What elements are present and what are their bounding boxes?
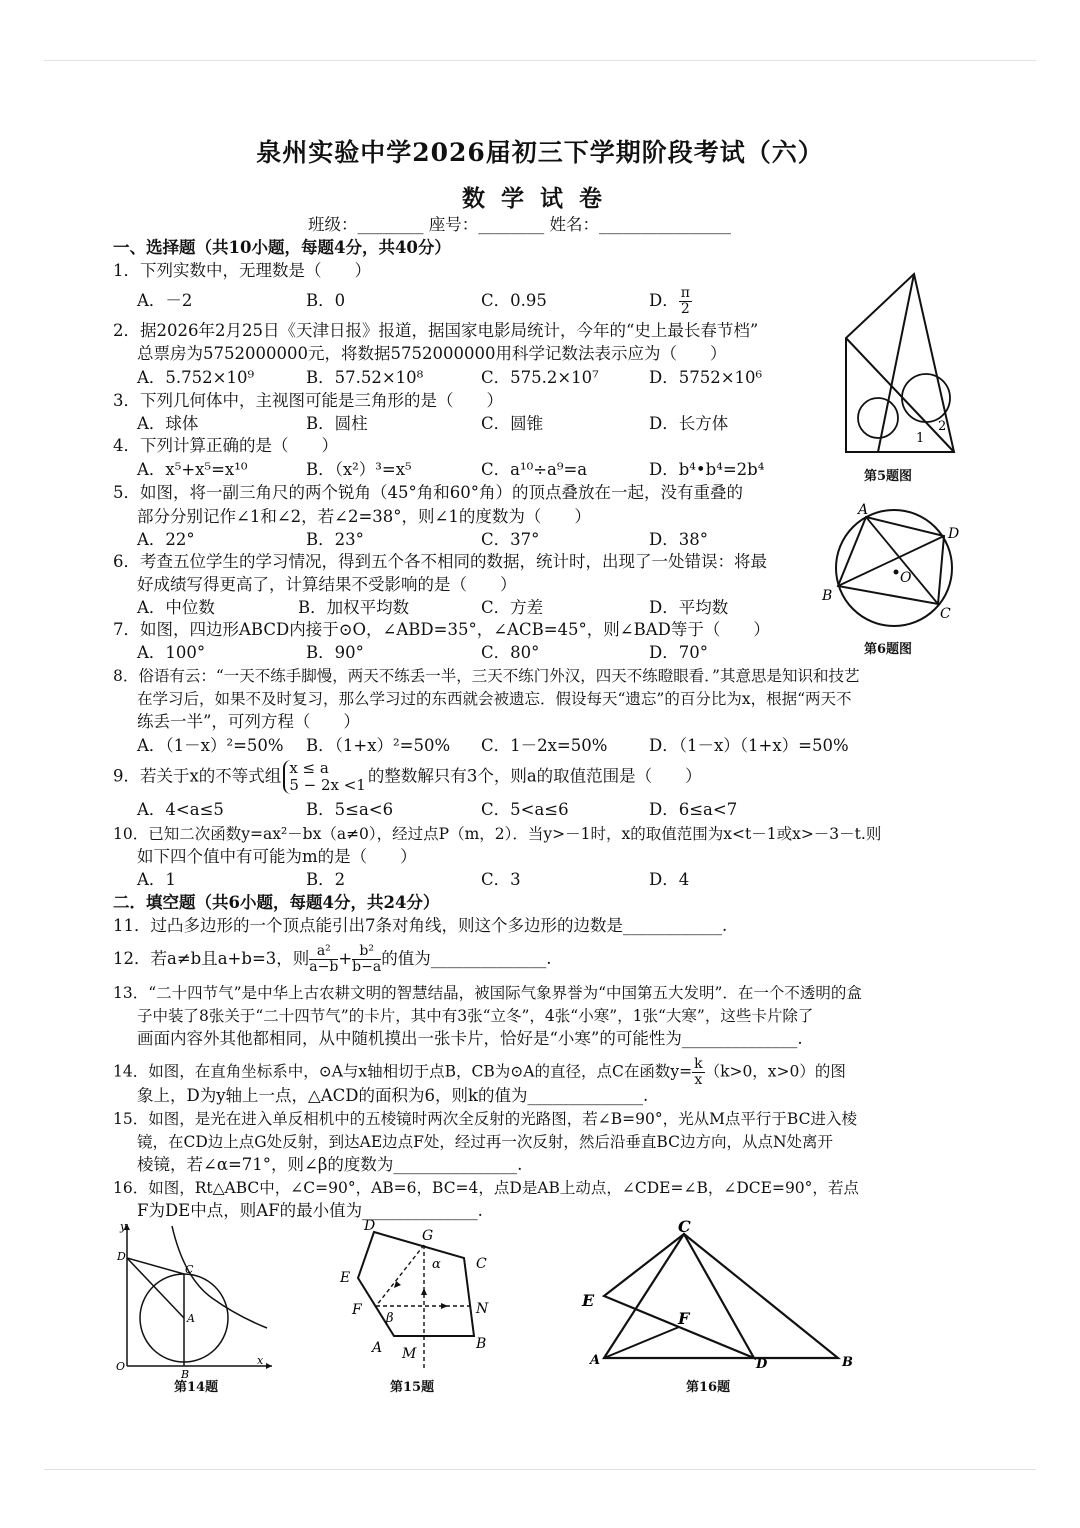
figure-16-triangles xyxy=(578,1218,860,1373)
q1-option-a: A．－2 xyxy=(137,291,193,310)
q9-option-d: D．6≤a<7 xyxy=(649,800,738,819)
figure-14-coordinate xyxy=(112,1218,277,1381)
q12-fraction-2 xyxy=(352,944,381,975)
q12-fraction-1 xyxy=(309,944,338,975)
section-fill-heading: 二．填空题（共6小题，每题4分，共24分） xyxy=(113,893,440,912)
fig14-caption: 第14题 xyxy=(174,1380,219,1395)
fig5-circle-small xyxy=(858,398,898,438)
q5-option-b: B．23° xyxy=(306,530,364,549)
q1-option-d-fraction xyxy=(679,286,692,317)
fig6-label-b: B xyxy=(822,588,833,604)
q13-stem-line1: 13．“二十四节气”是中华上古农耕文明的智慧结晶，被国际气象界誉为“中国第五大发明”．在一个不透明的盒 xyxy=(113,984,862,1002)
q9-option-b: B．5≤a<6 xyxy=(306,800,394,819)
fig16-triangle-cde xyxy=(604,1234,754,1358)
fig14-label-d: D xyxy=(117,1250,126,1263)
fig15-label-m: M xyxy=(402,1346,417,1362)
q8-option-d: D．（1－x）（1+x）=50% xyxy=(649,736,849,755)
q2-option-b: B．57.52×10⁸ xyxy=(306,368,424,387)
q12-f2-den: b−a xyxy=(352,959,382,975)
fig16-caption: 第16题 xyxy=(686,1380,731,1395)
q15-stem-line2: 镜，在CD边上点G处反射，到达AE边点F处，经过再一次反射，然后沿垂直BC边方向，从点N处离开 xyxy=(137,1133,834,1151)
q9-option-a: A．4<a≤5 xyxy=(137,800,224,819)
q5-option-a: A．22° xyxy=(137,530,195,549)
q1-d-num: π xyxy=(680,285,690,301)
fig6-label-d: D xyxy=(948,526,960,542)
fig16-label-b: B xyxy=(842,1355,853,1370)
fig15-label-a: A xyxy=(372,1340,383,1356)
figure-15-pentaprism xyxy=(336,1218,498,1373)
q10-stem-line2: 如下四个值中有可能为m的是（ ） xyxy=(137,847,417,866)
q8-stem-line2: 在学习后，如果不及时复习，那么学习过的东西就会被遗忘．假设每天“遗忘”的百分比为x，根据“两天不 xyxy=(137,690,852,708)
q6-stem-line2: 好成绩写得更高了，计算结果不受影响的是（ ） xyxy=(137,575,517,594)
q14-pre: 14．如图，在直角坐标系中，⊙A与x轴相切于点B，CB为⊙A的直径，点C在函数y= xyxy=(113,1062,693,1081)
q4-option-a: A．x⁵+x⁵=x¹⁰ xyxy=(137,460,248,479)
fig6-label-c: C xyxy=(940,606,951,622)
q4-option-b: B．（x²）³=x⁵ xyxy=(306,460,412,479)
fig16-label-f: F xyxy=(678,1309,690,1328)
q11-stem: 11．过凸多边形的一个顶点能引出7条对角线，则这个多边形的边数是____________. xyxy=(113,916,728,935)
q6-stem-line1: 6．考查五位学生的学习情况，得到五个各不相同的数据，统计时，出现了一处错误：将最 xyxy=(113,552,767,571)
fig16-triangle-abc xyxy=(604,1234,838,1358)
fig15-label-alpha: α xyxy=(432,1257,441,1272)
q15-stem-line3: 棱镜，若∠α=71°，则∠β的度数为_______________. xyxy=(137,1155,523,1174)
fig15-reflected-ray-1 xyxy=(376,1245,424,1306)
q1-option-b: B．0 xyxy=(306,291,346,310)
page-subtitle: 数学试卷 xyxy=(462,185,618,212)
fig15-label-g: G xyxy=(422,1228,434,1244)
q7-stem: 7．如图，四边形ABCD内接于⊙O，∠ABD=35°，∠ACB=45°，则∠BAD等于（ ） xyxy=(113,620,770,639)
fig6-label-o: O xyxy=(900,570,912,586)
fig14-label-o: O xyxy=(116,1360,126,1373)
q10-option-b: B．2 xyxy=(306,870,346,889)
q3-stem: 3．下列几何体中，主视图可能是三角形的是（ ） xyxy=(113,391,503,410)
fig14-label-x: x xyxy=(257,1354,264,1367)
q7-option-b: B．90° xyxy=(306,643,364,662)
q16-stem-line2: F为DE中点，则AF的最小值为______________. xyxy=(137,1201,483,1220)
student-info-line: 班级：________ 座号：________ 姓名：________________ xyxy=(308,215,731,234)
q15-stem-line1: 15．如图，是光在进入单反相机中的五棱镜时两次全反射的光路图，若∠B=90°，光从M点平行于BC进入棱 xyxy=(113,1110,857,1128)
q9-ineq1: x ≤ a xyxy=(289,759,329,777)
fig15-label-f: F xyxy=(352,1302,362,1318)
q4-option-d: D．b⁴•b⁴=2b⁴ xyxy=(649,460,765,479)
fig15-arrow-diagonal xyxy=(394,1281,401,1288)
fig14-label-y: y xyxy=(120,1220,127,1233)
q8-option-c: C．1－2x=50% xyxy=(481,736,608,755)
q7-option-c: C．80° xyxy=(481,643,540,662)
fig16-label-e: E xyxy=(582,1291,595,1310)
fig5-caption: 第5题图 xyxy=(864,469,913,484)
q7-option-a: A．100° xyxy=(137,643,206,662)
q9-stem-post: 的整数解只有3个，则a的取值范围是（ ） xyxy=(367,766,702,786)
q12-f1-den: a−b xyxy=(309,959,339,975)
q1-stem: 1．下列实数中，无理数是（ ） xyxy=(113,261,371,280)
figure-5-triangles xyxy=(838,270,968,460)
fig15-pentagon xyxy=(358,1232,474,1336)
fig16-label-d: D xyxy=(756,1357,768,1372)
fig6-caption: 第6题图 xyxy=(864,642,913,657)
q9-inequality-system xyxy=(283,760,366,794)
fig15-label-beta: β xyxy=(386,1311,394,1326)
fig6-circle xyxy=(836,510,952,626)
fig14-x-arrow xyxy=(266,1363,272,1369)
q8-stem-line3: 练丢一半”，可列方程（ ） xyxy=(137,712,360,731)
fig6-center-dot xyxy=(894,570,899,575)
fig14-segment-da xyxy=(127,1258,184,1318)
fig5-label-1: 1 xyxy=(916,431,925,446)
fig15-label-d: D xyxy=(364,1218,376,1234)
q14-post: （k>0，x>0）的图 xyxy=(704,1062,846,1081)
q6-option-c: C．方差 xyxy=(481,598,544,617)
page-title: 泉州实验中学2026届初三下学期阶段考试（六） xyxy=(256,138,824,167)
fig15-caption: 第15题 xyxy=(390,1380,435,1395)
fig16-label-a: A xyxy=(590,1353,601,1368)
fig16-label-c: C xyxy=(678,1217,691,1236)
q6-option-a: A．中位数 xyxy=(137,598,215,617)
q9-stem-pre: 9．若关于x的不等式组 xyxy=(113,766,282,786)
fig15-label-e: E xyxy=(340,1270,351,1286)
q8-option-b: B．（1+x）²=50% xyxy=(306,736,451,755)
q6-option-b: B．加权平均数 xyxy=(298,598,410,617)
q5-option-c: C．37° xyxy=(481,530,540,549)
q14-stem-line1 xyxy=(113,1057,846,1088)
q4-option-c: C．a¹⁰÷a⁹=a xyxy=(481,460,588,479)
q16-stem-line1: 16．如图，Rt△ABC中，∠C=90°，AB=6，BC=4，点D是AB上动点，∠CDE=∠B，∠DCE=90°，若点 xyxy=(113,1179,859,1197)
fig15-label-c: C xyxy=(476,1256,487,1272)
q2-option-a: A．5.752×10⁹ xyxy=(137,368,255,387)
fig6-label-a: A xyxy=(858,502,869,518)
q3-option-a: A．球体 xyxy=(137,414,199,433)
q1-d-den: 2 xyxy=(680,301,690,317)
q5-option-d: D．38° xyxy=(649,530,708,549)
q9-option-c: C．5<a≤6 xyxy=(481,800,569,819)
section-choice-heading: 一、选择题（共10小题，每题4分，共40分） xyxy=(113,238,451,257)
q10-option-d: D．4 xyxy=(649,870,690,889)
q2-option-d: D．5752×10⁶ xyxy=(649,368,763,387)
q14-stem-line2: 象上，D为y轴上一点，△ACD的面积为6，则k的值为______________. xyxy=(137,1086,649,1105)
q9-ineq2: 5 − 2x <1 xyxy=(289,776,366,794)
q7-option-d: D．70° xyxy=(649,643,708,662)
q3-option-d: D．长方体 xyxy=(649,414,729,433)
fig14-label-c: C xyxy=(185,1263,194,1276)
fig15-label-b: B xyxy=(476,1336,487,1352)
fig15-label-n: N xyxy=(476,1301,489,1317)
q14-f-den: x xyxy=(694,1072,703,1088)
fig14-label-b: B xyxy=(181,1368,190,1381)
q14-f-num: k xyxy=(694,1056,703,1072)
q8-stem-line1: 8．俗语有云：“一天不练手脚慢，两天不练丢一半，三天不练门外汉，四天不练瞪眼看．”其意思是知识和技艺 xyxy=(113,667,860,685)
q10-option-a: A．1 xyxy=(137,870,176,889)
q4-stem: 4．下列计算正确的是（ ） xyxy=(113,436,338,455)
fig6-diagonal-bd xyxy=(838,536,944,586)
fig14-label-a: A xyxy=(187,1312,195,1325)
q12-post: 的值为______________. xyxy=(381,949,552,968)
figure-6-circle xyxy=(820,500,970,632)
q12-stem xyxy=(113,944,551,975)
q12-plus: + xyxy=(338,949,353,968)
q12-f1-num: a² xyxy=(309,944,338,960)
q10-option-c: C．3 xyxy=(481,870,521,889)
q2-stem-line1: 2．据2026年2月25日《天津日报》报道，据国家电影局统计，今年的“史上最长春节档” xyxy=(113,321,759,340)
q2-stem-line2: 总票房为5752000000元，将数据5752000000用科学记数法表示应为（ ） xyxy=(137,344,727,363)
q5-stem-line2: 部分分别记作∠1和∠2，若∠2=38°，则∠1的度数为（ ） xyxy=(137,507,591,526)
q1-option-d-prefix: D． xyxy=(649,291,679,310)
q9-stem xyxy=(113,760,702,794)
fig6-diagonal-ac xyxy=(866,517,938,604)
q3-option-b: B．圆柱 xyxy=(306,414,368,433)
q2-option-c: C．575.2×10⁷ xyxy=(481,368,599,387)
q5-stem-line1: 5．如图，将一副三角尺的两个锐角（45°角和60°角）的顶点叠放在一起，没有重叠的 xyxy=(113,483,743,502)
q13-stem-line3: 画面内容外其他都相同，从中随机摸出一张卡片，恰好是“小寒”的可能性为______________. xyxy=(137,1029,803,1048)
q6-option-d: D．平均数 xyxy=(649,598,729,617)
fig5-label-2: 2 xyxy=(938,419,947,434)
fig15-arrow-right xyxy=(441,1303,448,1309)
q14-fraction xyxy=(692,1057,704,1088)
q1-option-d xyxy=(649,286,692,317)
q1-option-c: C．0.95 xyxy=(481,291,547,310)
q8-option-a: A．（1－x）²=50% xyxy=(137,736,284,755)
q12-pre: 12．若a≠b且a+b=3，则 xyxy=(113,949,310,968)
q10-stem-line1: 10．已知二次函数y=ax²－bx（a≠0），经过点P（m，2）．当y>－1时，x的取值范围为x<t－1或x>－3－t.则 xyxy=(113,825,882,843)
q13-stem-line2: 子中装了8张关于“二十四节气”的卡片，其中有3张“立冬”，4张“小寒”，1张“大寒”，这些卡片除了 xyxy=(137,1007,814,1025)
fig5-triangle-edge-1 xyxy=(846,338,954,452)
q3-option-c: C．圆锥 xyxy=(481,414,544,433)
q12-f2-num: b² xyxy=(352,944,381,960)
fig15-arrow-up xyxy=(421,1288,427,1295)
